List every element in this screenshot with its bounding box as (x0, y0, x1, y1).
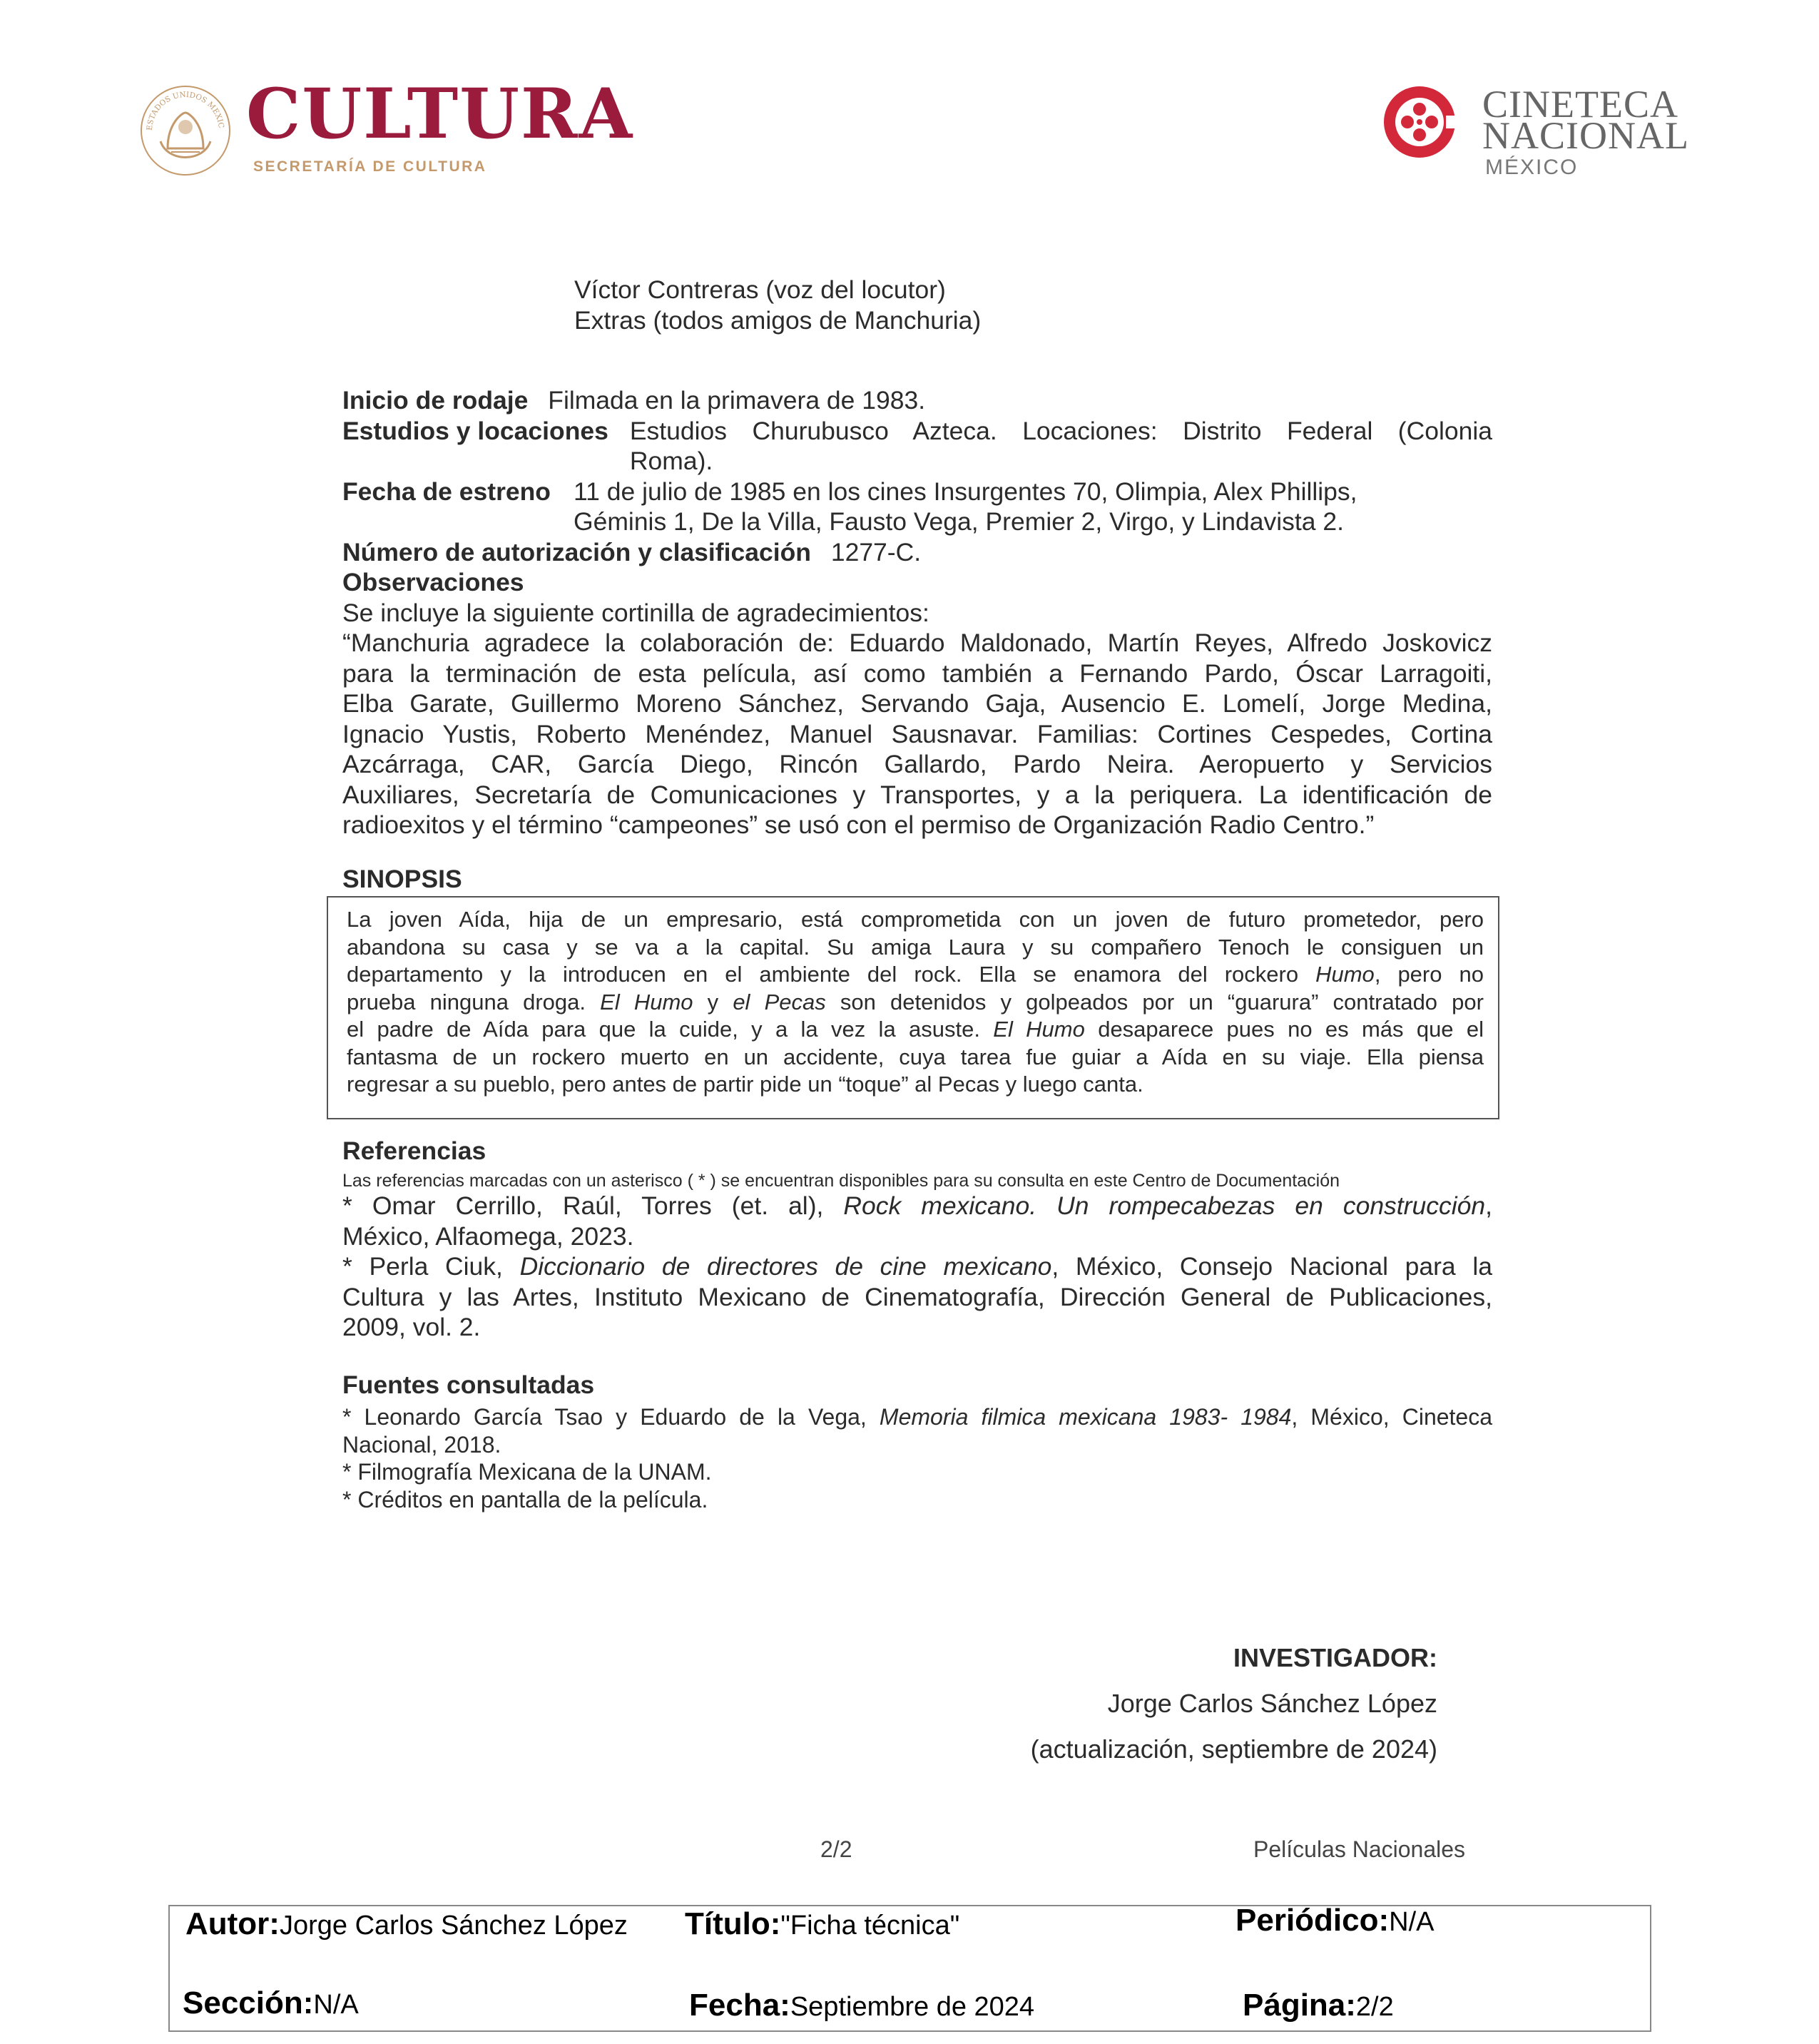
meta-label: Autor: (185, 1906, 280, 1941)
reference-line: Cultura y las Artes, Instituto Mexicano de Cinematografía, Dirección General de Publicaciones, (342, 1282, 1492, 1311)
observaciones-heading: Observaciones (342, 568, 524, 596)
sinopsis-line: el padre de Aída para que la cuide, y a la vez la asuste. El Humo desaparece pues no es más que el (347, 1017, 1484, 1042)
meta-value: 2/2 (1355, 1992, 1394, 2022)
field-estudios (342, 416, 1492, 477)
field-label: Fecha de estreno (342, 477, 551, 506)
meta-value: Jorge Carlos Sánchez López (279, 1911, 628, 1941)
reference-line: * Omar Cerrillo, Raúl, Torres (et. al), Rock mexicano. Un rompecabezas en construcción, (342, 1191, 1492, 1220)
field-value: Filmada en la primavera de 1983. (548, 386, 926, 415)
field-value: 11 de julio de 1985 en los cines Insurgentes 70, Olimpia, Alex Phillips, Géminis 1, De la Villa, Fausto Vega, Premier 2, Virgo, y Lindavista 2. (574, 477, 1357, 536)
fuente-line: * Filmografía Mexicana de la UNAM. (342, 1459, 712, 1485)
page-section: Películas Nacionales (1253, 1836, 1466, 1862)
fuentes-list (342, 1403, 1492, 1513)
observaciones-line: Elba Garate, Guillermo Moreno Sánchez, Servando Gaja, Ausencio E. Lomelí, Jorge Medina, (342, 689, 1492, 718)
meta-value: N/A (1389, 1907, 1435, 1937)
field-value: Estudios Churubusco Azteca. Locaciones: Distrito Federal (Colonia Roma). (629, 416, 1492, 475)
fuente-line: * Leonardo García Tsao y Eduardo de la Vega, Memoria filmica mexicana 1983- 1984, México, Cineteca (342, 1404, 1493, 1430)
meta-periodico (1235, 1903, 1435, 1938)
sinopsis-line: regresar a su pueblo, pero antes de partir pide un “toque” al Pecas y luego canta. (347, 1072, 1143, 1097)
observaciones-intro: Se incluye la siguiente cortinilla de agradecimientos: (342, 598, 929, 627)
fuente-line: * Créditos en pantalla de la película. (342, 1486, 708, 1512)
field-value: 1277-C. (830, 537, 922, 566)
svg-text:ESTADOS UNIDOS MEXICANOS: ESTADOS UNIDOS MEXIC (145, 90, 225, 131)
field-autorizacion (342, 537, 1492, 568)
investigador-name: Jorge Carlos Sánchez López (1107, 1689, 1437, 1718)
cast-line: Extras (todos amigos de Manchuria) (574, 305, 982, 335)
field-label: Inicio de rodaje (342, 386, 529, 415)
meta-autor (185, 1906, 628, 1942)
cineteca-country: MÉXICO (1485, 156, 1579, 179)
reference-line: * Perla Ciuk, Diccionario de directores de cine mexicano, México, Consejo Nacional para la (342, 1252, 1492, 1281)
meta-fecha (689, 1988, 1034, 2023)
cast-tail (574, 275, 981, 335)
sinopsis-line: fantasma de un rockero muerto en un accidente, cuya tarea fue guiar a Aída en su viaje. Ella piensa (347, 1044, 1484, 1069)
sinopsis-text (347, 906, 1484, 1099)
observaciones-line: para la terminación de esta película, así como también a Fernando Pardo, Óscar Larragoiti, (342, 659, 1492, 688)
field-label: Número de autorización y clasificación (342, 537, 811, 566)
observaciones-section (342, 567, 1492, 840)
sinopsis-line: prueba ninguna droga. El Humo y el Pecas son detenidos y golpeados por un “guarura” contratado por (347, 989, 1484, 1015)
field-fecha-estreno (342, 477, 1492, 537)
cineteca-film-reel-icon (1380, 83, 1459, 161)
observaciones-line: Auxiliares, Secretaría de Comunicaciones y Transportes, y a la periquera. La identificación de (342, 780, 1492, 809)
meta-label: Sección: (183, 1985, 314, 2020)
referencias-heading: Referencias (342, 1137, 486, 1165)
meta-titulo (685, 1906, 959, 1942)
meta-pagina (1243, 1988, 1394, 2023)
reference-line: México, Alfaomega, 2023. (342, 1221, 634, 1251)
meta-value: "Ficha técnica" (780, 1911, 960, 1941)
meta-value: N/A (313, 1990, 359, 2020)
cineteca-line1: CINETECA (1482, 83, 1678, 126)
cineteca-line2: NACIONAL (1482, 114, 1689, 157)
observaciones-line: “Manchuria agradece la colaboración de: Eduardo Maldonado, Martín Reyes, Alfredo Joskovicz (342, 629, 1492, 657)
cineteca-name (1482, 83, 1689, 157)
sinopsis-line: abandona su casa y se va a la capital. Su amiga Laura y su compañero Tenoch le consiguen un (347, 934, 1484, 960)
cultura-title: CULTURA (246, 73, 634, 154)
observaciones-line: radioexitos y el término “campeones” se usó con el permiso de Organización Radio Centro.” (342, 810, 1375, 839)
meta-label: Fecha: (689, 1988, 790, 2023)
page-number: 2/2 (820, 1836, 852, 1862)
sinopsis-line: La joven Aída, hija de un empresario, está comprometida con un joven de futuro prometedor, pero (347, 907, 1484, 932)
cast-line: Víctor Contreras (voz del locutor) (574, 275, 946, 304)
field-label: Estudios y locaciones (342, 416, 608, 445)
investigador-update: (actualización, septiembre de 2024) (1030, 1734, 1437, 1764)
fuentes-heading: Fuentes consultadas (342, 1371, 595, 1399)
investigador-heading: INVESTIGADOR: (1233, 1643, 1437, 1672)
mexican-seal-logo (139, 84, 232, 177)
meta-seccion (183, 1985, 359, 2021)
meta-label: Periódico: (1235, 1903, 1390, 1938)
referencias-note: Las referencias marcadas con un asterisco ( * ) se encuentran disponibles para su consulta en este Centro de Documentación (342, 1171, 1340, 1191)
reference-line: 2009, vol. 2. (342, 1313, 481, 1341)
investigador-block (1031, 1635, 1437, 1772)
cultura-subtitle: SECRETARÍA DE CULTURA (253, 158, 487, 175)
fuente-line: Nacional, 2018. (342, 1431, 501, 1458)
observaciones-line: Ignacio Yustis, Roberto Menéndez, Manuel Sausnavar. Familias: Cortines Cespedes, Cortina (342, 719, 1492, 748)
sinopsis-line: departamento y la introducen en el ambiente del rock. Ella se enamora del rockero Humo, pero no (347, 962, 1484, 987)
referencias-list (342, 1191, 1492, 1343)
technical-fields (342, 385, 1492, 567)
meta-label: Página: (1243, 1988, 1356, 2023)
observaciones-line: Azcárraga, CAR, García Diego, Rincón Gallardo, Pardo Neira. Aeropuerto y Servicios (342, 750, 1492, 778)
field-inicio-rodaje (342, 385, 1492, 416)
sinopsis-heading: SINOPSIS (342, 865, 462, 893)
meta-label: Título: (685, 1906, 781, 1941)
meta-value: Septiembre de 2024 (790, 1992, 1035, 2022)
